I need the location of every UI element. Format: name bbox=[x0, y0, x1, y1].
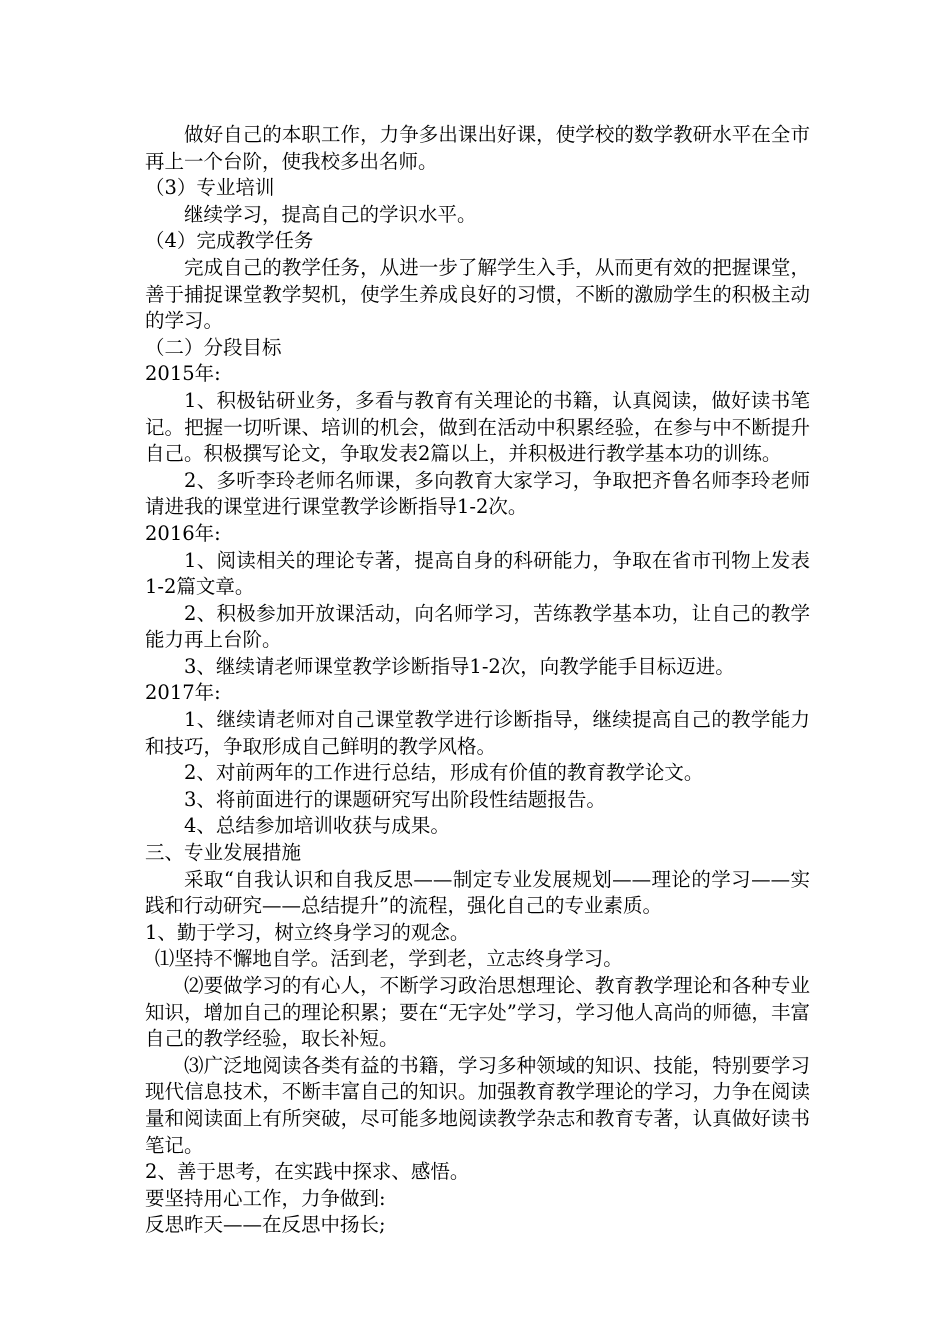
paragraph: 3、将前面进行的课题研究写出阶段性结题报告。 bbox=[184, 787, 606, 811]
paragraph: 3、继续请老师课堂教学诊断指导1-2次，向教学能手目标迈进。 bbox=[184, 654, 735, 678]
paragraph: 继续学习，提高自己的学识水平。 bbox=[184, 202, 477, 226]
paragraph: （二）分段目标 bbox=[145, 335, 282, 359]
paragraph: 采取“自我认识和自我反思——制定专业发展规划——理论的学习——实践和行动研究——总结提升”的流程，强化自己的专业素质。 bbox=[145, 867, 810, 918]
paragraph: 2、对前两年的工作进行总结，形成有价值的教育教学论文。 bbox=[184, 761, 704, 785]
paragraph: 1、继续请老师对自己课堂教学进行诊断指导，继续提高自己的教学能力和技巧，争取形成自己鲜明的教学风格。 bbox=[145, 708, 810, 758]
paragraph: 2、积极参加开放课活动，向名师学习，苦练教学基本功，让自己的教学能力再上台阶。 bbox=[145, 601, 810, 652]
paragraph: 2015年: bbox=[145, 362, 221, 386]
paragraph: 1、积极钻研业务，多看与教育有关理论的书籍，认真阅读，做好读书笔记。把握一切听课、培训的机会，做到在活动中积累经验，在参与中不断提升自己。积极撰写论文，争取发表2篇以上，并积极进行教学基本功的训练。 bbox=[145, 388, 810, 466]
paragraph: ⑶广泛地阅读各类有益的书籍，学习多种领域的知识、技能，特别要学习现代信息技术，不断丰富自己的知识。加强教育教学理论的学习，力争在阅读量和阅读面上有所突破，尽可能多地阅读教学杂志和教育专著，认真做好读书笔记。 bbox=[145, 1053, 810, 1157]
paragraph: 2、善于思考，在实践中探求、感悟。 bbox=[145, 1160, 470, 1184]
paragraph: 2、多听李玲老师名师课，多向教育大家学习，争取把齐鲁名师李玲老师请进我的课堂进行课堂教学诊断指导1-2次。 bbox=[145, 468, 810, 519]
paragraph: （4）完成教学任务 bbox=[145, 229, 314, 253]
paragraph: ⑵要做学习的有心人，不断学习政治思想理论、教育教学理论和各种专业知识，增加自己的理论积累；要在“无字处”学习，学习他人高尚的师德，丰富自己的教学经验，取长补短。 bbox=[145, 974, 810, 1051]
paragraph: 1、勤于学习，树立终身学习的观念。 bbox=[145, 920, 470, 944]
paragraph: 完成自己的教学任务，从进一步了解学生入手，从而更有效的把握课堂，善于捕捉课堂教学契机，使学生养成良好的习惯，不断的激励学生的积极主动的学习。 bbox=[145, 255, 810, 333]
paragraph: 2017年: bbox=[145, 681, 221, 705]
paragraph: ⑴坚持不懈地自学。活到老，学到老，立志终身学习。 bbox=[154, 947, 623, 971]
paragraph: 三、专业发展措施 bbox=[145, 841, 302, 865]
paragraph: 2016年: bbox=[145, 521, 221, 545]
document-body bbox=[145, 122, 810, 1239]
paragraph: 4、总结参加培训收获与成果。 bbox=[184, 814, 450, 838]
paragraph: 1、阅读相关的理论专著，提高自身的科研能力，争取在省市刊物上发表1-2篇文章。 bbox=[145, 548, 810, 599]
paragraph: （3）专业培训 bbox=[145, 176, 275, 200]
paragraph: 反思昨天——在反思中扬长; bbox=[145, 1213, 386, 1237]
paragraph: 要坚持用心工作，力争做到: bbox=[145, 1186, 386, 1210]
paragraph: 做好自己的本职工作，力争多出课出好课，使学校的数学教研水平在全市再上一个台阶，使我校多出名师。 bbox=[145, 123, 810, 173]
